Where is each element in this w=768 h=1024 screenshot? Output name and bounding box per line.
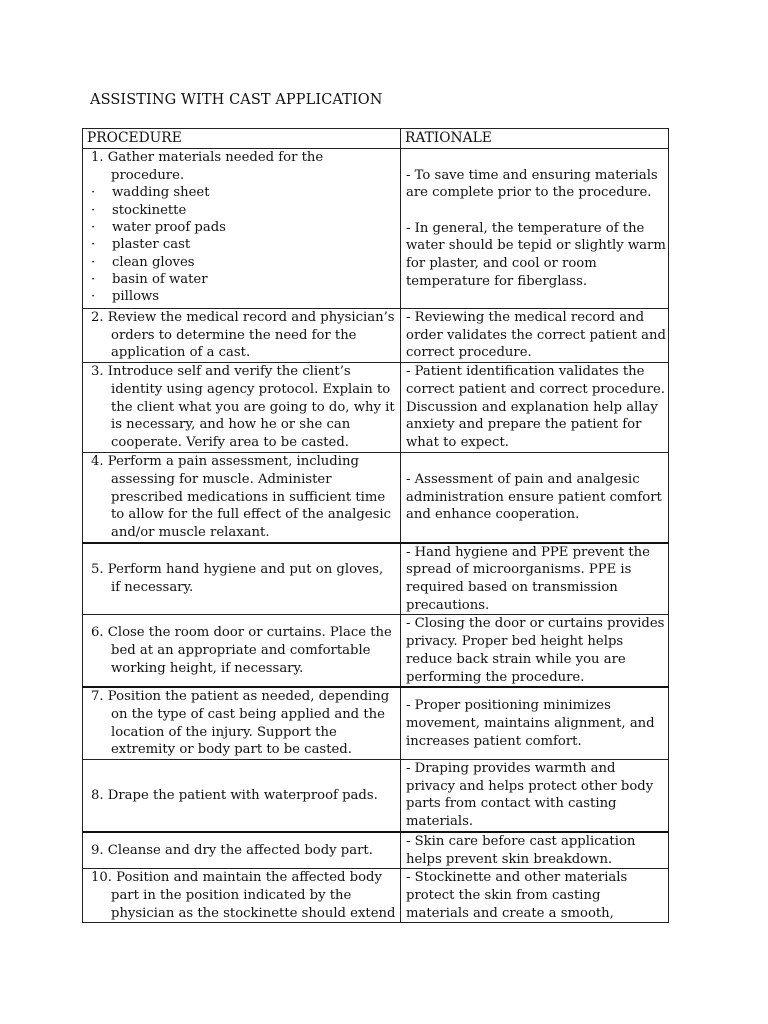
step-text: Review the medical record and physician’s orders to determine the need for the application of a cast. — [103, 310, 395, 361]
rationale-text: - Assessment of pain and analgesic administration ensure patient comfort and enhance cooperation. — [406, 471, 662, 523]
step-text: Cleanse and dry the affected body part. — [103, 842, 373, 858]
procedure-table — [82, 128, 669, 923]
rationale-cell — [401, 832, 669, 869]
rationale-text: - Skin care before cast application helps prevent skin breakdown. — [406, 833, 636, 867]
procedure-step — [87, 561, 396, 596]
table-row — [83, 687, 669, 759]
procedure-column-header: PROCEDURE — [83, 129, 401, 149]
procedure-step — [87, 363, 396, 452]
rationale-text: - Draping provides warmth and privacy and helps protect other body parts from contact with casting materials. — [406, 761, 654, 830]
step-number: 6. — [91, 625, 104, 641]
procedure-step — [87, 624, 396, 677]
rationale-text: - Reviewing the medical record and order validates the correct patient and correct procedure. — [406, 310, 666, 361]
step-number: 2. — [91, 310, 104, 325]
rationale-cell — [401, 309, 669, 363]
step-text: Perform hand hygiene and put on gloves, if necessary. — [103, 562, 384, 596]
rationale-cell — [401, 453, 669, 543]
material-list-item: · clean gloves — [91, 254, 195, 270]
rationale-cell — [401, 149, 669, 309]
procedure-cell — [83, 760, 401, 832]
procedure-cell — [83, 543, 401, 615]
rationale-text: - In general, the temperature of the water should be tepid or slightly warm for plaster, and cool or room temperature for fiberglass. — [406, 220, 666, 289]
material-list-item: · plaster cast — [91, 237, 191, 253]
step-number: 3. — [91, 364, 104, 380]
rationale-text: - Patient identification validates the correct patient and correct procedure. Discussion and explanation help allay anxiety and prepare the patient for what to expect. — [406, 364, 665, 450]
rationale-cell — [401, 869, 669, 923]
step-number: 7. — [91, 689, 104, 705]
procedure-step — [87, 787, 396, 805]
table-row — [83, 309, 669, 363]
rationale-cell — [401, 687, 669, 759]
table-row — [83, 543, 669, 615]
procedure-step — [87, 842, 396, 860]
procedure-cell — [83, 869, 401, 923]
bullet-icon: · — [91, 185, 96, 201]
table-row — [83, 149, 669, 309]
step-number: 8. — [91, 787, 104, 803]
procedure-cell — [83, 687, 401, 759]
rationale-cell — [401, 363, 669, 453]
table-header-row — [83, 129, 669, 149]
step-number: 10. — [91, 870, 112, 886]
bullet-icon: · — [91, 237, 96, 253]
rationale-text: - Closing the door or curtains provides privacy. Proper bed height helps reduce back strain while you are performing the procedure. — [406, 616, 665, 685]
rationale-column-header: RATIONALE — [401, 129, 669, 149]
procedure-step — [87, 869, 396, 922]
table-row — [83, 760, 669, 832]
step-number: 1. — [91, 150, 104, 165]
rationale-cell — [401, 760, 669, 832]
table-row — [83, 832, 669, 869]
rationale-text: - Hand hygiene and PPE prevent the spread of microorganisms. PPE is required based on transmission precautions. — [406, 544, 650, 613]
bullet-icon: · — [91, 202, 96, 218]
step-number: 9. — [91, 842, 104, 858]
document-title: ASSISTING WITH CAST APPLICATION — [90, 92, 383, 108]
rationale-text: - Proper positioning minimizes movement, maintains alignment, and increases patient comfort. — [406, 698, 655, 749]
material-list-item: · pillows — [91, 289, 160, 305]
procedure-cell — [83, 363, 401, 453]
procedure-step — [87, 149, 396, 184]
step-text: Position the patient as needed, depending on the type of cast being applied and the location of the injury. Support the extremity or body part to be casted. — [103, 689, 390, 758]
bullet-icon: · — [91, 220, 96, 235]
step-text: Introduce self and verify the client’s identity using agency protocol. Explain to the client what you are going to do, why it is necessary, and how he or she can cooperate. Verify area to be casted. — [103, 364, 395, 450]
procedure-step — [87, 453, 396, 542]
procedure-cell — [83, 832, 401, 869]
table-row — [83, 869, 669, 923]
rationale-text: - To save time and ensuring materials are complete prior to the procedure. — [406, 167, 658, 201]
step-text: Perform a pain assessment, including assessing for muscle. Administer prescribed medications in sufficient time to allow for the full effect of the analgesic and/or muscle relaxant. — [103, 454, 391, 540]
step-text: Drape the patient with waterproof pads. — [103, 787, 378, 803]
procedure-step — [87, 309, 396, 362]
step-number: 4. — [91, 454, 104, 470]
table-row — [83, 453, 669, 543]
bullet-icon: · — [91, 271, 96, 287]
table-row — [83, 363, 669, 453]
step-number: 5. — [91, 562, 104, 578]
rationale-text: - Stockinette and other materials protect the skin from casting materials and create a smooth, — [406, 870, 628, 921]
material-list-item: · stockinette — [91, 202, 187, 218]
procedure-cell — [83, 149, 401, 309]
bullet-icon: · — [91, 254, 96, 270]
procedure-cell — [83, 309, 401, 363]
procedure-cell — [83, 615, 401, 687]
procedure-cell — [83, 453, 401, 543]
rationale-cell — [401, 615, 669, 687]
material-list-item: · wadding sheet — [91, 185, 210, 201]
procedure-step — [87, 688, 396, 759]
step-text: Gather materials needed for the procedure. — [103, 150, 324, 183]
material-list-item: · water proof pads — [91, 220, 226, 235]
step-text: Position and maintain the affected body part in the position indicated by the physician as the stockinette should extend — [111, 870, 396, 921]
table-row — [83, 615, 669, 687]
step-text: Close the room door or curtains. Place the bed at an appropriate and comfortable working height, if necessary. — [103, 625, 392, 676]
rationale-cell — [401, 543, 669, 615]
material-list-item: · basin of water — [91, 271, 208, 287]
bullet-icon: · — [91, 289, 96, 305]
